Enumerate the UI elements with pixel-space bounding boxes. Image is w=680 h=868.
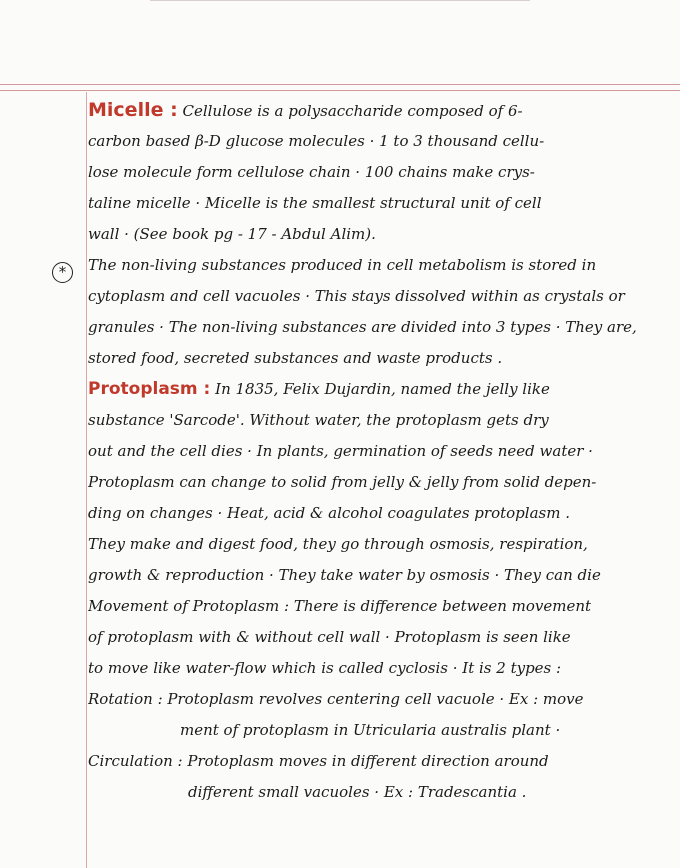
header-red-line	[0, 84, 680, 85]
note-line: growth & reproduction · They take water by osmosis · They can die	[88, 566, 601, 584]
note-line: The non-living substances produced in cell metabolism is stored in	[88, 256, 597, 274]
note-line: Movement of Protoplasm : There is difference between movement	[88, 597, 592, 615]
top-rule	[150, 0, 530, 1]
note-line: Protoplasm can change to solid from jelly & jelly from solid depen-	[88, 473, 597, 491]
note-line: of protoplasm with & without cell wall · Protoplasm is seen like	[88, 628, 571, 646]
note-line: wall · (See book pg - 17 - Abdul Alim).	[88, 225, 376, 243]
heading-protoplasm: Protoplasm :	[88, 379, 211, 399]
note-line: lose molecule form cellulose chain · 100 chains make crys-	[88, 163, 535, 181]
note-line: They make and digest food, they go through osmosis, respiration,	[88, 535, 588, 553]
note-line: out and the cell dies · In plants, germination of seeds need water ·	[88, 442, 593, 460]
note-line: ment of protoplasm in Utricularia australis plant ·	[180, 721, 561, 739]
note-line: carbon based β-D glucose molecules · 1 to 3 thousand cellu-	[88, 132, 545, 150]
note-line: Protoplasm : In 1835, Felix Dujardin, named the jelly like	[88, 379, 550, 399]
handwritten-notes	[88, 95, 678, 808]
heading-micelle: Micelle :	[88, 99, 178, 121]
margin-line	[86, 92, 87, 868]
note-line: ding on changes · Heat, acid & alcohol coagulates protoplasm .	[88, 504, 570, 522]
note-line: substance 'Sarcode'. Without water, the protoplasm gets dry	[88, 411, 549, 429]
note-line: Rotation : Protoplasm revolves centering cell vacuole · Ex : move	[88, 690, 584, 708]
note-line: different small vacuoles · Ex : Tradescantia .	[188, 783, 527, 801]
note-line: taline micelle · Micelle is the smallest structural unit of cell	[88, 194, 542, 212]
note-line: granules · The non-living substances are divided into 3 types · They are,	[88, 318, 637, 336]
note-line: Circulation : Protoplasm moves in different direction around	[88, 752, 549, 770]
note-line: Micelle : Cellulose is a polysaccharide composed of 6-	[88, 99, 523, 121]
note-line: to move like water-flow which is called cyclosis · It is 2 types :	[88, 659, 562, 677]
header-red-line	[0, 90, 680, 91]
note-line: stored food, secreted substances and waste products .	[88, 349, 503, 367]
star-bullet-icon: *	[52, 262, 73, 283]
note-line: cytoplasm and cell vacuoles · This stays dissolved within as crystals or	[88, 287, 625, 305]
